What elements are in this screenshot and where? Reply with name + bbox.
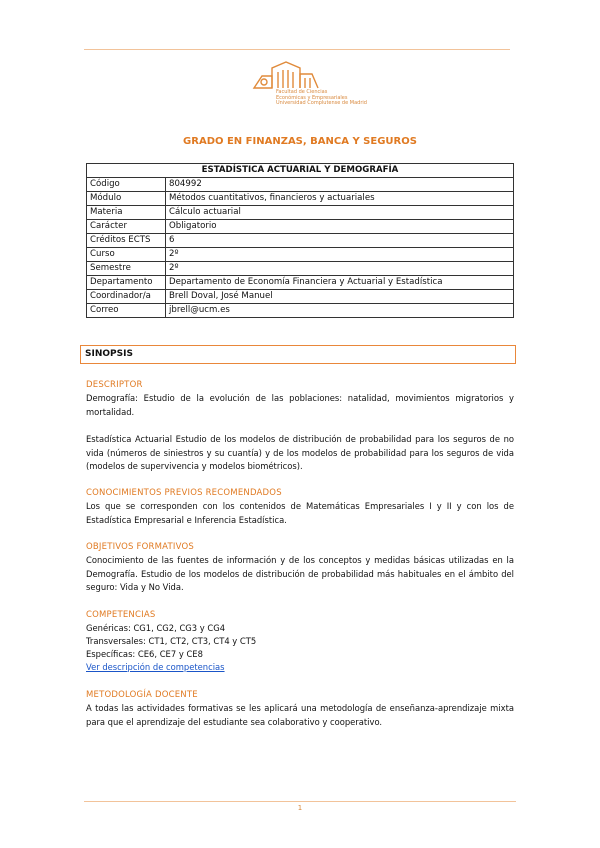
row-label: Módulo bbox=[87, 192, 166, 206]
table-header-row bbox=[87, 164, 514, 178]
row-value: 2º bbox=[166, 248, 514, 262]
competencias-link[interactable]: Ver descripción de competencias bbox=[86, 662, 225, 672]
row-label: Correo bbox=[87, 304, 166, 318]
row-label: Carácter bbox=[87, 220, 166, 234]
table-row bbox=[87, 192, 514, 206]
table-row bbox=[87, 304, 514, 318]
objetivos-heading: OBJETIVOS FORMATIVOS bbox=[86, 542, 194, 552]
descriptor-heading: DESCRIPTOR bbox=[86, 380, 143, 390]
table-row bbox=[87, 178, 514, 192]
metodologia-paragraph: A todas las actividades formativas se les aplicará una metodología de enseñanza-aprendizaje mixta para que el aprendizaje del estudiante sea colaborativo y cooperativo. bbox=[86, 703, 514, 727]
row-value: Cálculo actuarial bbox=[166, 206, 514, 220]
table-row bbox=[87, 276, 514, 290]
table-row bbox=[87, 262, 514, 276]
table-row bbox=[87, 220, 514, 234]
competencias-genericas: Genéricas: CG1, CG2, CG3 y CG4 bbox=[86, 623, 226, 633]
row-label: Curso bbox=[87, 248, 166, 262]
descriptor-paragraph-1: Demografía: Estudio de la evolución de las poblaciones: natalidad, movimientos migratorios y mortalidad. bbox=[86, 393, 514, 417]
metodologia-heading: METODOLOGÍA DOCENTE bbox=[86, 690, 198, 700]
row-value: Obligatorio bbox=[166, 220, 514, 234]
row-value: 2º bbox=[166, 262, 514, 276]
row-label: Semestre bbox=[87, 262, 166, 276]
conocimientos-paragraph: Los que se corresponden con los contenidos de Matemáticas Empresariales I y II y con los de Estadística Empresarial e Inferencia Estadística. bbox=[86, 501, 514, 525]
row-value: Departamento de Economía Financiera y Actuarial y Estadística bbox=[166, 276, 514, 290]
competencias-transversales: Transversales: CT1, CT2, CT3, CT4 y CT5 bbox=[86, 636, 257, 646]
competencias-heading: COMPETENCIAS bbox=[86, 610, 156, 620]
degree-title: GRADO EN FINANZAS, BANCA Y SEGUROS bbox=[183, 136, 417, 147]
page-number: 1 bbox=[297, 804, 303, 812]
table-row bbox=[87, 248, 514, 262]
objetivos-paragraph: Conocimiento de las fuentes de información y de los conceptos y medidas básicas utilizadas en la Demografía. Estudio de los modelos de distribución de probabilidad más habituales en el ámbito del seguro: Vida y No Vida. bbox=[86, 555, 514, 592]
conocimientos-heading: CONOCIMIENTOS PREVIOS RECOMENDADOS bbox=[86, 488, 282, 498]
row-label: Materia bbox=[87, 206, 166, 220]
course-info-table bbox=[86, 163, 514, 318]
sinopsis-header: SINOPSIS bbox=[80, 345, 516, 364]
row-value: Brell Doval, José Manuel bbox=[166, 290, 514, 304]
logo-line: Económicas y Empresariales bbox=[276, 94, 348, 101]
row-value: jbrell@ucm.es bbox=[166, 304, 514, 318]
table-row bbox=[87, 234, 514, 248]
table-row bbox=[87, 290, 514, 304]
row-value: 804992 bbox=[166, 178, 514, 192]
logo-line: Facultad de Ciencias bbox=[276, 89, 328, 95]
row-value: 6 bbox=[166, 234, 514, 248]
footer-rule bbox=[84, 801, 516, 802]
row-value: Métodos cuantitativos, financieros y actuariales bbox=[166, 192, 514, 206]
row-label: Departamento bbox=[87, 276, 166, 290]
row-label: Créditos ECTS bbox=[87, 234, 166, 248]
table-row bbox=[87, 206, 514, 220]
row-label: Coordinador/a bbox=[87, 290, 166, 304]
row-label: Código bbox=[87, 178, 166, 192]
header-rule bbox=[84, 49, 510, 50]
logo-caption bbox=[276, 89, 367, 107]
course-name: ESTADÍSTICA ACTUARIAL Y DEMOGRAFÍA bbox=[87, 164, 514, 178]
descriptor-paragraph-2: Estadística Actuarial Estudio de los modelos de distribución de probabilidad para los seguros de no vida (números de siniestros y su cuantía) y de los modelos de probabilidad para los seguros de vida (modelos de supervivencia y modelos biométricos). bbox=[86, 434, 514, 471]
logo-line: Universidad Complutense de Madrid bbox=[276, 100, 367, 106]
competencias-especificas: Específicas: CE6, CE7 y CE8 bbox=[86, 649, 203, 659]
